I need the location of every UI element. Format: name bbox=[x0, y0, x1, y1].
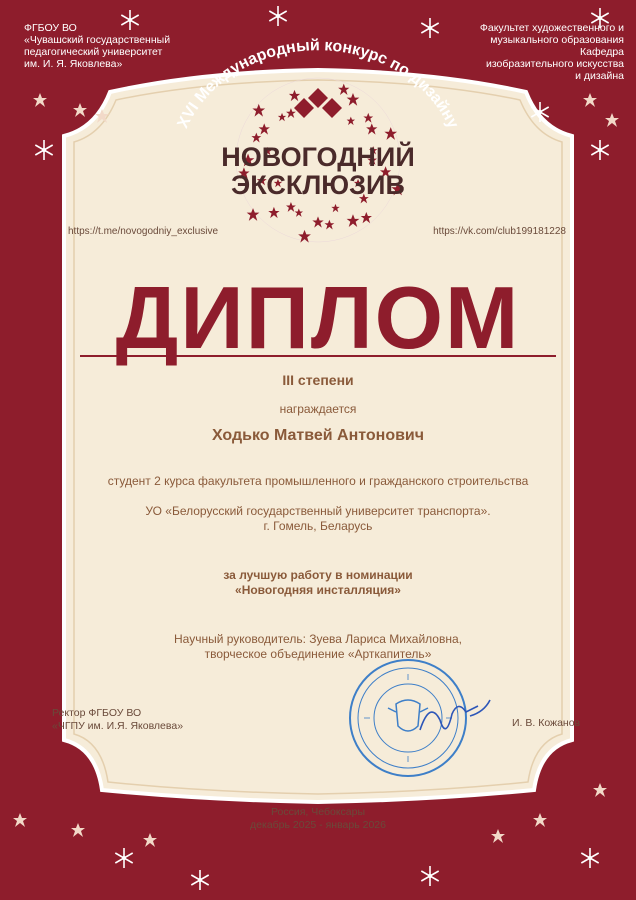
recipient-name: Ходько Матвей Антонович bbox=[211, 427, 425, 444]
nomination-line1: за лучшую работу в номинации bbox=[223, 568, 413, 582]
logo-line2: ЭКСКЛЮЗИВ bbox=[231, 170, 405, 200]
signatory-name: И. В. Кожанов bbox=[512, 717, 581, 729]
vk-link[interactable]: https://vk.com/club199181228 bbox=[433, 226, 566, 237]
contest-arc-title: XVI Международный конкурс по дизайну bbox=[174, 37, 462, 132]
logo-line1: НОВОГОДНИЙ bbox=[221, 142, 415, 172]
place-and-dates: Россия, Чебоксары декабрь 2025 - январь 2026 bbox=[250, 806, 386, 831]
student-info: студент 2 курса факультета промышленного и гражданского строительства bbox=[107, 474, 529, 488]
rector-title: Ректор ФГБОУ ВО «ЧГПУ им. И.Я. Яковлева» bbox=[52, 707, 184, 732]
nomination-line2: «Новогодняя инсталляция» bbox=[235, 583, 401, 597]
recipient-city: г. Гомель, Беларусь bbox=[263, 519, 373, 533]
recipient-university: УО «Белорусский государственный университет транспорта». bbox=[145, 504, 491, 518]
awarded-label: награждается bbox=[279, 402, 357, 416]
telegram-link[interactable]: https://t.me/novogodniy_exclusive bbox=[68, 226, 219, 237]
supervisor-line2: творческое объединение «Арткапитель» bbox=[204, 647, 432, 661]
organizer-university: ФГБОУ ВО «Чувашский государственный педагогический университет им. И. Я. Яковлева» bbox=[24, 22, 171, 70]
supervisor-line1: Научный руководитель: Зуева Лариса Михайловна, bbox=[174, 632, 462, 646]
diploma-title: ДИПЛОМ bbox=[115, 268, 521, 367]
diploma-degree: III степени bbox=[282, 372, 354, 388]
organizer-faculty: Факультет художественного и музыкального образования Кафедра изобразительного искусства и дизайна bbox=[479, 22, 624, 82]
